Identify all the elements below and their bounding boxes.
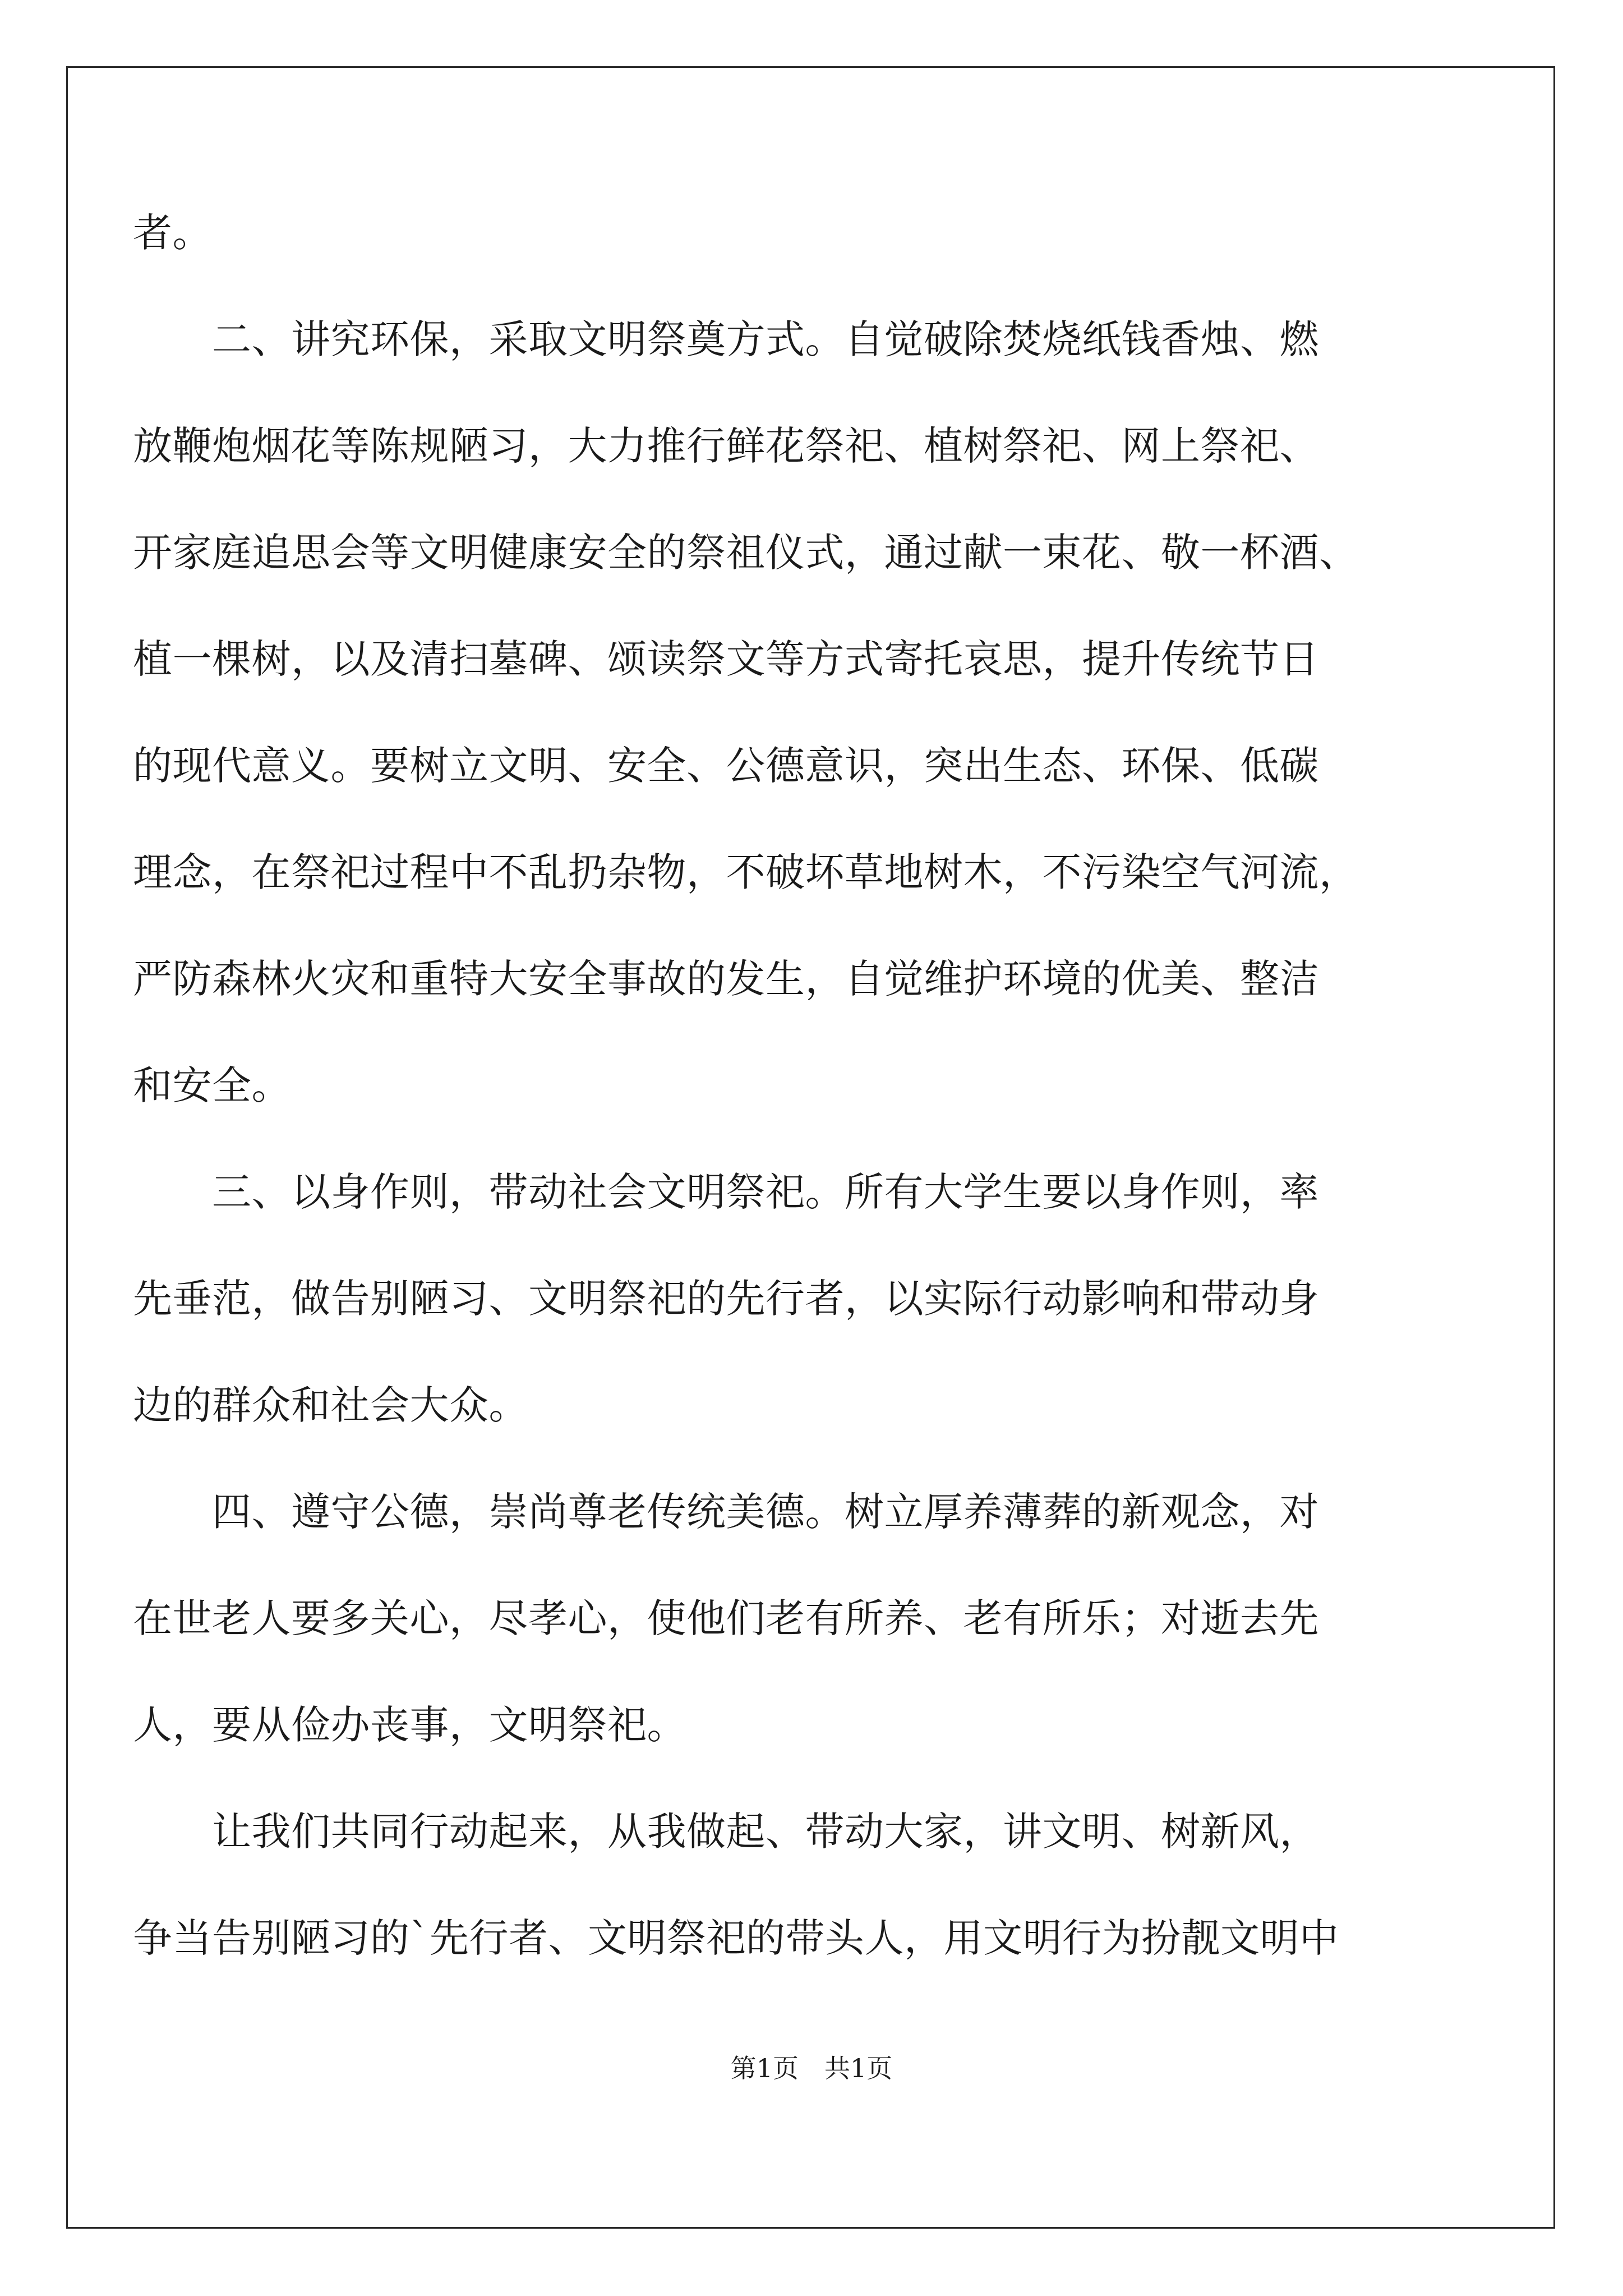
page-footer: 第1页 共1页 bbox=[730, 2053, 893, 2083]
text-line: 的现代意义。要树立文明、安全、公德意识，突出生态、环保、低碳 bbox=[133, 743, 1319, 789]
text-line: 让我们共同行动起来，从我做起、带动大家，讲文明、树新风， bbox=[133, 1809, 1319, 1855]
text-line: 放鞭炮烟花等陈规陋习，大力推行鲜花祭祀、植树祭祀、网上祭祀、 bbox=[133, 423, 1319, 469]
text-line: 开家庭追思会等文明健康安全的祭祖仪式，通过献一束花、敬一杯酒、 bbox=[133, 530, 1359, 576]
text-line: 二、讲究环保，采取文明祭奠方式。自觉破除焚烧纸钱香烛、燃 bbox=[133, 316, 1319, 362]
text-line: 植一棵树，以及清扫墓碑、颂读祭文等方式寄托哀思，提升传统节日 bbox=[133, 636, 1319, 682]
text-line: 理念，在祭祀过程中不乱扔杂物，不破坏草地树木，不污染空气河流， bbox=[133, 849, 1359, 895]
text-line: 三、以身作则，带动社会文明祭祀。所有大学生要以身作则，率 bbox=[133, 1169, 1319, 1215]
text-line: 先垂范，做告别陋习、文明祭祀的先行者，以实际行动影响和带动身 bbox=[133, 1276, 1319, 1322]
text-line: 人，要从俭办丧事，文明祭祀。 bbox=[133, 1702, 686, 1748]
text-line: 四、遵守公德，崇尚尊老传统美德。树立厚养薄葬的新观念，对 bbox=[133, 1489, 1319, 1535]
text-line: 边的群众和社会大众。 bbox=[133, 1382, 528, 1428]
text-line: 争当告别陋习的`先行者、文明祭祀的带头人，用文明行为扮靓文明中 bbox=[133, 1915, 1339, 1961]
text-line: 在世老人要多关心，尽孝心，使他们老有所养、老有所乐；对逝去先 bbox=[133, 1595, 1319, 1641]
page-border bbox=[66, 66, 1555, 2229]
text-line: 和安全。 bbox=[133, 1062, 291, 1108]
text-line: 严防森林火灾和重特大安全事故的发生，自觉维护环境的优美、整洁 bbox=[133, 956, 1319, 1002]
text-line: 者。 bbox=[133, 210, 212, 256]
